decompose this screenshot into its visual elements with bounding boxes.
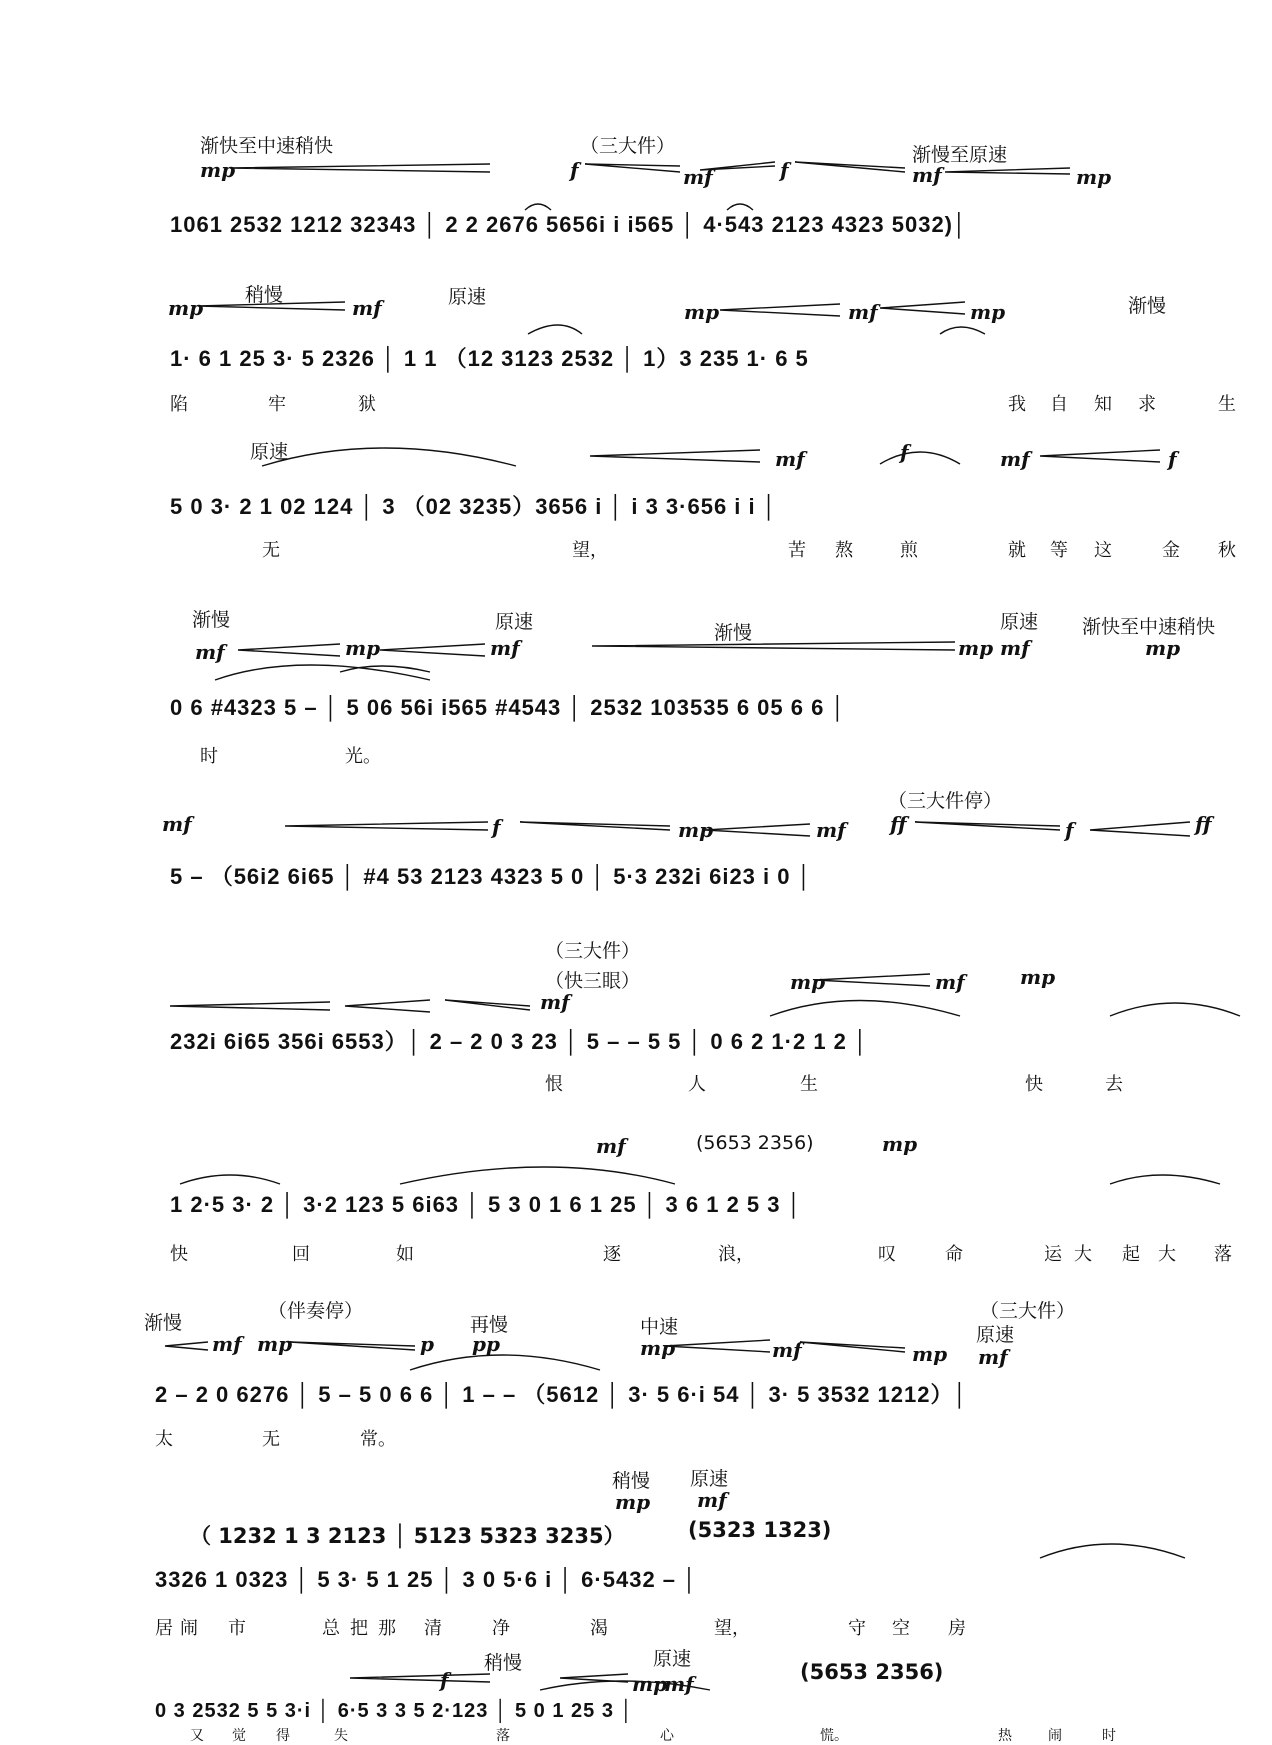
lyric-char: 快	[1025, 1074, 1043, 1095]
notation-line: 2 – 2 0 6276 │ 5 – 5 0 6 6 │ 1 – – （5612 │ 3· 5 6·i 54 │ 3· 5 3532 1212）│	[155, 1382, 969, 1407]
tempo-annotation: 渐慢至原速	[912, 144, 1008, 166]
instrument-annotation: （三大件）	[980, 1300, 1076, 1322]
lyric-char: 无	[262, 1429, 280, 1450]
lyric-char: 市	[228, 1618, 246, 1639]
instrument-annotation: （三大件）	[545, 940, 641, 962]
dynamic-mark: mp	[882, 1132, 918, 1156]
hairpin	[880, 302, 965, 314]
dynamic-mark: mp	[790, 970, 826, 994]
lyric-char: 回	[292, 1244, 310, 1265]
lyric-char: 我	[1008, 394, 1026, 415]
lyric-char: 时	[200, 746, 218, 767]
tempo-annotation: （快三眼）	[545, 970, 641, 992]
hairpin	[592, 642, 955, 650]
lyric-char: 大	[1074, 1244, 1092, 1265]
instrument-annotation: （三大件停）	[888, 790, 1003, 812]
dynamic-mark: ff	[890, 812, 907, 836]
notation-line: 1 2·5 3· 2 │ 3·2 123 5 6i63 │ 5 3 0 1 6 1 25 │ 3 6 1 2 5 3 │	[170, 1192, 803, 1217]
lyric-char: 守	[848, 1618, 866, 1639]
dynamic-mark: mp	[345, 636, 381, 660]
lyric-char: 太	[155, 1429, 173, 1450]
lyric-char: 命	[945, 1244, 963, 1265]
dynamic-mark: mf	[848, 300, 878, 324]
dynamic-mark: f	[1065, 818, 1074, 842]
dynamic-mark: f	[492, 815, 501, 839]
hairpin	[170, 1002, 330, 1010]
lyric-char: 闹	[180, 1618, 198, 1639]
accompaniment-notes: (5653 2356)	[800, 1660, 944, 1684]
accompaniment-notes: (5323 1323)	[688, 1518, 832, 1542]
dynamic-mark: mf	[664, 1672, 694, 1696]
lyric-char: 望，	[572, 540, 608, 561]
hairpin	[585, 164, 680, 172]
dynamic-mark: mf	[352, 296, 382, 320]
lyric-char: 金	[1162, 540, 1180, 561]
tempo-annotation: 中速	[640, 1316, 679, 1338]
hairpin	[165, 1342, 208, 1350]
lyric-char: 等	[1050, 540, 1068, 561]
lyric-char: 苦	[788, 540, 806, 561]
slur	[400, 1167, 675, 1184]
dynamic-mark: mp	[678, 818, 714, 842]
lyric-char: 得	[276, 1728, 290, 1744]
tempo-annotation: 渐慢	[192, 609, 231, 631]
lyric-char: 总	[322, 1618, 340, 1639]
lyric-char: 求	[1138, 394, 1156, 415]
hairpin	[795, 162, 905, 172]
slur	[880, 452, 960, 464]
dynamic-mark: f	[1168, 447, 1177, 471]
dynamic-mark: mp	[168, 296, 204, 320]
tempo-annotation: 稍慢	[484, 1652, 523, 1674]
lyric-char: 知	[1094, 394, 1112, 415]
hairpin	[705, 824, 810, 836]
lyric-char: 这	[1094, 540, 1112, 561]
accompaniment-notes: （ 1232 1 3 2123 │ 5123 5323 3235）	[190, 1524, 625, 1548]
dynamic-mark: mf	[490, 636, 520, 660]
slur	[727, 204, 753, 210]
hairpin	[445, 1000, 530, 1010]
dynamic-mark: mf	[935, 970, 965, 994]
hairpin	[720, 304, 840, 316]
slur	[410, 1355, 600, 1370]
dynamic-mark: mf	[772, 1338, 802, 1362]
hairpin	[1090, 822, 1190, 836]
dynamic-mark: mf	[540, 990, 570, 1014]
dynamic-mark: f	[570, 158, 579, 182]
lyric-char: 叹	[878, 1244, 896, 1265]
tempo-annotation: 原速	[1000, 611, 1039, 633]
notation-line: 5 – （56i2 6i65 │ #4 53 2123 4323 5 0 │ 5·3 232i 6i23 i 0 │	[170, 864, 813, 889]
dynamic-mark: p	[420, 1332, 434, 1356]
dynamic-mark: ff	[1195, 812, 1212, 836]
dynamic-mark: mp	[684, 300, 720, 324]
slur	[770, 1001, 960, 1017]
dynamic-mark: mp	[200, 158, 236, 182]
notation-line: 0 6 #4323 5 – │ 5 06 56i i565 #4543 │ 2532 103535 6 05 6 6 │	[170, 695, 847, 720]
hairpin	[590, 450, 760, 462]
lyric-char: 把	[350, 1618, 368, 1639]
lyric-char: 渴	[590, 1618, 608, 1639]
notation-line: 0 3 2532 5 5 3·i │ 6·5 3 3 5 2·123 │ 5 0 1 25 3 │	[155, 1700, 635, 1722]
tempo-annotation: 渐快至中速稍快	[1082, 616, 1216, 638]
hairpin	[665, 1340, 770, 1352]
hairpin	[520, 822, 670, 830]
slur	[262, 448, 516, 466]
dynamic-mark: mp	[257, 1332, 293, 1356]
lyric-char: 起	[1122, 1244, 1140, 1265]
lyric-char: 居	[155, 1618, 173, 1639]
lyric-char: 慌。	[820, 1728, 848, 1744]
dynamic-mark: mp	[912, 1342, 948, 1366]
hairpin	[815, 974, 930, 986]
slur	[180, 1175, 280, 1184]
lyric-char: 望，	[714, 1618, 750, 1639]
dynamic-mark: mp	[1020, 965, 1056, 989]
tempo-annotation: 原速	[250, 441, 289, 463]
dynamic-mark: mf	[978, 1345, 1008, 1369]
hairpin	[350, 1674, 490, 1682]
tempo-annotation: 原速	[495, 611, 534, 633]
tempo-annotation: 原速	[690, 1468, 729, 1490]
lyric-char: 心	[660, 1728, 674, 1744]
hairpin	[915, 822, 1060, 830]
tempo-annotation: 原速	[448, 286, 487, 308]
tempo-annotation: 渐慢	[144, 1312, 183, 1334]
slur	[940, 327, 985, 334]
notation-line: 232i 6i65 356i 6553）│ 2 – 2 0 3 23 │ 5 – – 5 5 │ 0 6 2 1·2 1 2 │	[170, 1029, 869, 1054]
notation-line: 1· 6 1 25 3· 5 2326 │ 1 1 （12 3123 2532 │ 1）3 235 1· 6 5	[170, 346, 809, 371]
dynamic-mark: mp	[632, 1672, 668, 1696]
lyric-char: 房	[948, 1618, 966, 1639]
lyric-char: 落	[496, 1728, 510, 1744]
lyric-char: 如	[396, 1244, 414, 1265]
dynamic-mark: mf	[195, 640, 225, 664]
dynamic-mark: mp	[640, 1336, 676, 1360]
lyric-char: 恨	[545, 1074, 563, 1095]
lyric-char: 就	[1008, 540, 1026, 561]
dynamic-mark: mf	[162, 812, 192, 836]
lyric-char: 觉	[232, 1728, 246, 1744]
hairpin	[238, 644, 340, 656]
lyric-char: 人	[688, 1074, 706, 1095]
tempo-annotation: 原速	[653, 1648, 692, 1670]
slur	[1110, 1003, 1240, 1016]
lyric-char: 生	[800, 1074, 818, 1095]
hairpin	[800, 1342, 905, 1352]
dynamic-mark: mf	[212, 1332, 242, 1356]
dynamic-mark: mf	[912, 163, 942, 187]
dynamic-mark: mp	[1145, 636, 1181, 660]
lyric-char: 秋	[1218, 540, 1236, 561]
slur	[1040, 1544, 1185, 1558]
dynamic-mark: mf	[697, 1488, 727, 1512]
tempo-annotation: 渐慢	[1128, 295, 1167, 317]
dynamic-mark: mf	[683, 165, 713, 189]
lyric-char: 落	[1214, 1244, 1232, 1265]
lyric-char: 空	[892, 1618, 910, 1639]
lyric-char: 生	[1218, 394, 1236, 415]
lyric-char: 那	[378, 1618, 396, 1639]
dynamic-mark: mf	[1000, 447, 1030, 471]
tempo-annotation: 稍慢	[245, 284, 284, 306]
dynamic-mark: mp	[958, 636, 994, 660]
dynamic-mark: mf	[596, 1134, 626, 1158]
lyric-char: 逐	[603, 1244, 621, 1265]
tempo-annotation: 原速	[976, 1324, 1015, 1346]
lyric-char: 牢	[268, 394, 286, 415]
slur	[528, 325, 582, 334]
dynamic-mark: mf	[1000, 636, 1030, 660]
slur	[1110, 1175, 1220, 1184]
lyric-char: 快	[170, 1244, 188, 1265]
lyric-char: 无	[262, 540, 280, 561]
lyric-char: 煎	[900, 540, 918, 561]
hairpin	[700, 162, 775, 170]
lyric-char: 热	[998, 1728, 1012, 1744]
lyric-char: 清	[424, 1618, 442, 1639]
notation-line: 1061 2532 1212 32343 │ 2 2 2676 5656i i i565 │ 4·543 2123 4323 5032)│	[170, 212, 968, 237]
hairpin	[345, 1000, 430, 1012]
notation-line: 3326 1 0323 │ 5 3· 5 1 25 │ 3 0 5·6 i │ 6·5432 – │	[155, 1567, 698, 1592]
hairpin	[380, 644, 485, 656]
hairpin	[290, 1342, 415, 1350]
lyric-char: 常。	[360, 1429, 396, 1450]
dynamic-mark: mp	[970, 300, 1006, 324]
slur	[525, 204, 551, 210]
hairpin	[230, 164, 490, 172]
hairpin	[285, 822, 488, 830]
lyric-char: 去	[1105, 1074, 1123, 1095]
hairpin	[1040, 450, 1160, 462]
lyric-char: 熬	[835, 540, 853, 561]
lyric-char: 大	[1158, 1244, 1176, 1265]
tempo-annotation: 稍慢	[612, 1470, 651, 1492]
dynamic-mark: f	[900, 440, 909, 464]
hairpin	[198, 302, 345, 310]
lyric-char: 又	[190, 1728, 204, 1744]
lyric-char: 陷	[170, 394, 188, 415]
hairpin	[945, 168, 1070, 174]
lyric-char: 失	[334, 1728, 348, 1744]
dynamic-mark: mf	[816, 818, 846, 842]
lyric-char: 浪，	[718, 1244, 754, 1265]
tempo-annotation: 再慢	[470, 1314, 509, 1336]
dynamic-mark: f	[780, 158, 789, 182]
lyric-char: 光。	[345, 746, 381, 767]
lyric-char: 时	[1102, 1728, 1116, 1744]
dynamic-mark: mp	[1076, 165, 1112, 189]
tempo-annotation: 渐慢	[714, 622, 753, 644]
lyric-char: 狱	[358, 394, 376, 415]
tempo-annotation: 渐快至中速稍快	[200, 135, 334, 157]
notation-line: 5 0 3· 2 1 02 124 │ 3 （02 3235）3656 i │ i 3 3·656 i i │	[170, 494, 778, 519]
dynamic-mark: pp	[472, 1332, 500, 1356]
accompaniment-annotation: （伴奏停）	[268, 1300, 364, 1322]
dynamic-mark: mp	[615, 1490, 651, 1514]
lyric-char: 运	[1044, 1244, 1062, 1265]
accompaniment-annotation: (5653 2356)	[696, 1132, 814, 1154]
dynamic-mark: f	[440, 1668, 449, 1692]
instrument-annotation: （三大件）	[580, 135, 676, 157]
lyric-char: 闹	[1048, 1728, 1062, 1744]
lyric-char: 净	[492, 1618, 510, 1639]
lyric-char: 自	[1050, 394, 1068, 415]
dynamic-mark: mf	[775, 447, 805, 471]
